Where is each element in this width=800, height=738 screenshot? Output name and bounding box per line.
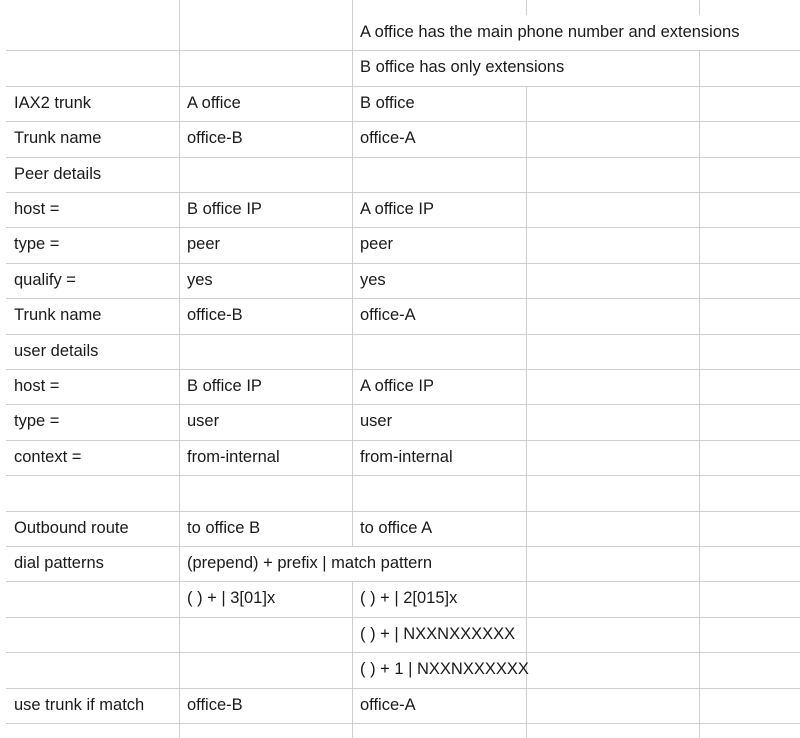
grid-column-line [179, 50, 180, 86]
table-cell[interactable]: ( ) + | 3[01]x [187, 589, 276, 608]
grid-column-line [179, 157, 180, 193]
table-cell[interactable]: yes [360, 270, 386, 289]
grid-column-line [352, 121, 353, 157]
table-cell[interactable]: user [360, 412, 393, 431]
grid-column-line [526, 688, 527, 724]
grid-column-line [699, 298, 700, 334]
grid-column-line [526, 369, 527, 405]
grid-column-line [179, 581, 180, 617]
grid-column-line [352, 723, 353, 738]
grid-column-line [699, 404, 700, 440]
grid-column-line [526, 475, 527, 511]
table-cell[interactable]: A office IP [360, 200, 434, 218]
grid-row-line [6, 475, 800, 476]
table-cell[interactable]: dial patterns [14, 554, 104, 572]
table-cell[interactable]: office-A [360, 306, 416, 325]
grid-column-line [352, 511, 353, 547]
grid-column-line [352, 334, 353, 370]
table-cell[interactable]: Trunk name [14, 306, 102, 325]
grid-column-line [179, 723, 180, 738]
grid-column-line [352, 581, 353, 617]
table-cell[interactable]: office-B [187, 129, 243, 148]
grid-column-line [699, 227, 700, 263]
grid-column-line [699, 0, 700, 15]
grid-column-line [526, 157, 527, 193]
grid-column-line [352, 227, 353, 263]
grid-column-line [179, 121, 180, 157]
grid-column-line [179, 15, 180, 51]
table-cell[interactable]: (prepend) + prefix | match pattern [187, 554, 433, 572]
grid-column-line [699, 440, 700, 476]
grid-column-line [526, 298, 527, 334]
grid-column-line [179, 440, 180, 476]
grid-column-line [526, 723, 527, 738]
grid-column-line [179, 0, 180, 15]
grid-column-line [699, 192, 700, 228]
grid-column-line [179, 652, 180, 688]
grid-column-line [526, 192, 527, 228]
table-cell[interactable]: Outbound route [14, 518, 129, 537]
table-cell[interactable]: ( ) + 1 | NXXNXXXXXX [360, 660, 529, 679]
table-cell[interactable]: Peer details [14, 164, 102, 183]
grid-column-line [526, 86, 527, 122]
table-cell[interactable]: host = [14, 377, 60, 395]
grid-column-line [352, 617, 353, 653]
grid-column-line [179, 227, 180, 263]
table-cell[interactable]: B office IP [187, 200, 262, 218]
grid-column-line [352, 440, 353, 476]
table-cell[interactable]: type = [14, 412, 60, 431]
table-cell[interactable]: IAX2 trunk [14, 93, 92, 112]
grid-column-line [699, 652, 700, 688]
grid-column-line [699, 263, 700, 299]
table-cell[interactable]: B office has only extensions [360, 58, 565, 77]
grid-column-line [179, 546, 180, 582]
table-cell[interactable]: context = [14, 447, 82, 466]
grid-column-line [526, 511, 527, 547]
table-cell[interactable]: user details [14, 341, 99, 360]
table-cell[interactable]: user [187, 412, 220, 431]
grid-column-line [352, 0, 353, 15]
table-cell[interactable]: host = [14, 200, 60, 218]
table-cell[interactable]: office-A [360, 695, 416, 714]
table-cell[interactable]: office-B [187, 306, 243, 325]
grid-column-line [352, 369, 353, 405]
grid-column-line [352, 15, 353, 51]
grid-column-line [526, 0, 527, 15]
grid-column-line [179, 334, 180, 370]
grid-column-line [352, 50, 353, 86]
table-cell[interactable]: B office [360, 93, 415, 112]
grid-column-line [179, 192, 180, 228]
grid-column-line [352, 652, 353, 688]
table-cell[interactable]: B office IP [187, 377, 262, 395]
grid-column-line [699, 617, 700, 653]
table-cell[interactable]: from-internal [360, 447, 453, 466]
grid-column-line [526, 227, 527, 263]
grid-column-line [352, 86, 353, 122]
grid-column-line [526, 334, 527, 370]
table-cell[interactable]: office-A [360, 129, 416, 148]
grid-row-line [6, 404, 800, 405]
table-cell[interactable]: from-internal [187, 447, 280, 466]
table-cell[interactable]: A office [187, 93, 241, 112]
grid-column-line [179, 404, 180, 440]
table-cell[interactable]: to office A [360, 518, 433, 537]
table-cell[interactable]: A office IP [360, 377, 434, 395]
grid-column-line [699, 688, 700, 724]
grid-column-line [179, 369, 180, 405]
grid-column-line [179, 617, 180, 653]
grid-column-line [699, 121, 700, 157]
grid-column-line [179, 688, 180, 724]
table-cell[interactable]: ( ) + | 2[015]x [360, 589, 458, 608]
grid-column-line [179, 263, 180, 299]
grid-column-line [179, 86, 180, 122]
grid-row-line [6, 723, 800, 724]
grid-row-line [6, 334, 800, 335]
grid-column-line [526, 121, 527, 157]
table-cell[interactable]: to office B [187, 518, 261, 537]
table-cell[interactable]: peer [187, 235, 221, 254]
grid-column-line [179, 475, 180, 511]
table-cell[interactable]: office-B [187, 695, 243, 714]
grid-column-line [352, 404, 353, 440]
grid-column-line [352, 263, 353, 299]
table-cell[interactable]: yes [187, 270, 213, 289]
table-cell[interactable]: use trunk if match [14, 695, 145, 714]
grid-column-line [526, 440, 527, 476]
grid-column-line [699, 369, 700, 405]
grid-column-line [352, 298, 353, 334]
grid-column-line [699, 334, 700, 370]
grid-column-line [526, 581, 527, 617]
grid-row-line [6, 157, 800, 158]
grid-column-line [179, 511, 180, 547]
grid-column-line [526, 263, 527, 299]
table-cell[interactable]: peer [360, 235, 394, 254]
grid-column-line [352, 192, 353, 228]
grid-column-line [352, 688, 353, 724]
table-cell[interactable]: type = [14, 235, 60, 254]
grid-column-line [699, 546, 700, 582]
grid-row-line [6, 263, 800, 264]
table-cell[interactable]: qualify = [14, 270, 76, 289]
grid-column-line [699, 475, 700, 511]
grid-column-line [526, 404, 527, 440]
grid-column-line [352, 157, 353, 193]
grid-column-line [699, 50, 700, 86]
table-cell[interactable]: A office has the main phone number and extensions [360, 23, 740, 41]
grid-column-line [179, 298, 180, 334]
grid-column-line [699, 86, 700, 122]
grid-column-line [699, 581, 700, 617]
grid-column-line [526, 617, 527, 653]
table-cell[interactable]: Trunk name [14, 129, 102, 148]
grid-row-line [6, 227, 800, 228]
grid-column-line [526, 546, 527, 582]
table-cell[interactable]: ( ) + | NXXNXXXXXX [360, 624, 516, 643]
grid-column-line [699, 511, 700, 547]
grid-column-line [352, 475, 353, 511]
grid-column-line [699, 157, 700, 193]
grid-column-line [699, 723, 700, 738]
